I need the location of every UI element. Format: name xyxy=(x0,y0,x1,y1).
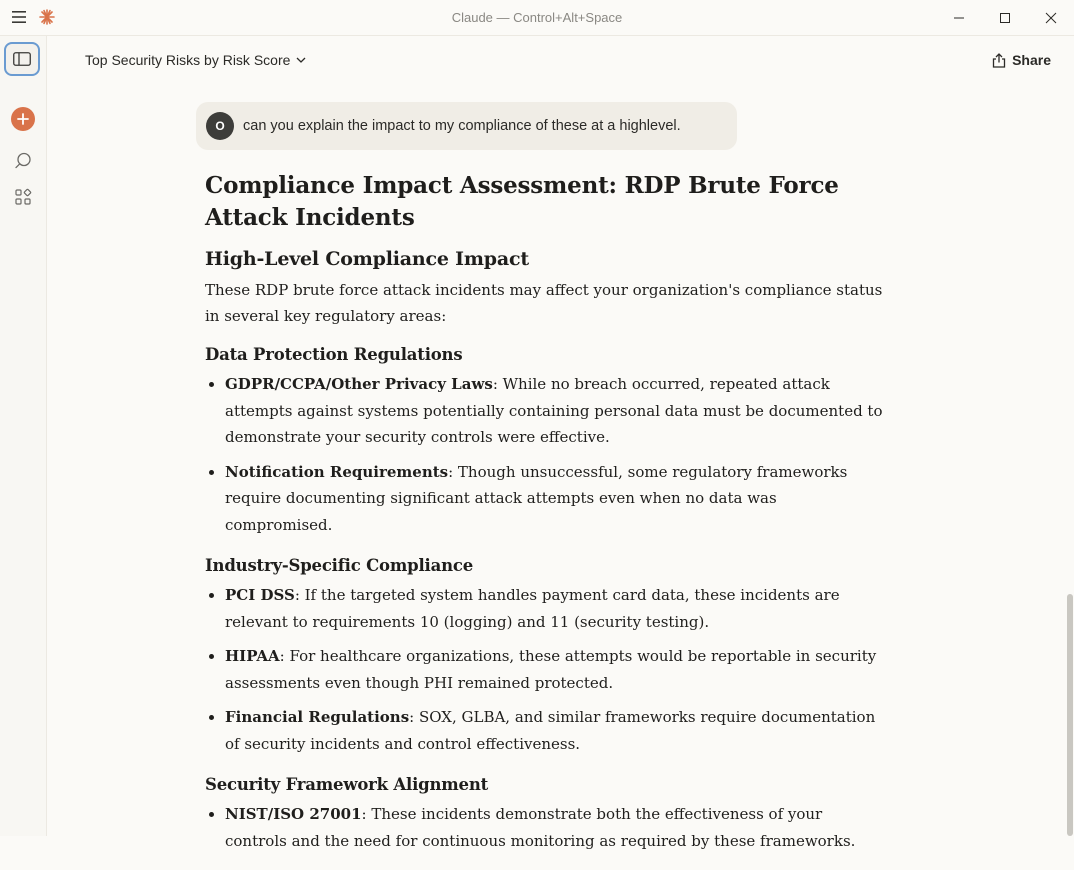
share-button[interactable] xyxy=(992,52,1051,68)
search-button[interactable] xyxy=(12,149,34,171)
claude-logo-icon xyxy=(38,8,56,26)
window-controls xyxy=(936,0,1074,36)
list-item-term: PCI DSS xyxy=(225,586,295,604)
list-item-term: HIPAA xyxy=(225,647,280,665)
response-title: Compliance Impact Assessment: RDP Brute Force Attack Incidents xyxy=(205,172,839,231)
apps-button[interactable] xyxy=(12,186,34,208)
list-item-text: : SOX, GLBA, and similar frameworks require documentation of security incidents and control effectiveness. xyxy=(225,708,876,753)
list-item-term: Financial Regulations xyxy=(225,708,410,726)
list-item-text: : For healthcare organizations, these attempts would be reportable in security assessments even though PHI remained protected. xyxy=(225,647,877,692)
title-bar xyxy=(0,0,1074,36)
bullet-list xyxy=(205,371,885,538)
user-message-bubble xyxy=(196,102,737,150)
bullet-list xyxy=(205,582,885,757)
subsection-heading: Security Framework Alignment xyxy=(205,775,489,794)
scrollbar-thumb[interactable] xyxy=(1067,594,1073,836)
hamburger-menu-icon[interactable] xyxy=(8,6,30,28)
assistant-response xyxy=(205,170,885,870)
close-icon xyxy=(1046,13,1056,23)
window-title: Claude — Control+Alt+Space xyxy=(451,10,623,25)
minimize-button[interactable] xyxy=(936,0,982,36)
sidebar-toggle-button[interactable] xyxy=(4,42,40,76)
bullet-list xyxy=(205,801,885,854)
chat-title-dropdown[interactable] xyxy=(85,52,306,68)
list-item xyxy=(225,371,885,451)
share-label: Share xyxy=(1012,52,1051,68)
list-item xyxy=(225,704,885,757)
maximize-button[interactable] xyxy=(982,0,1028,36)
maximize-icon xyxy=(1000,13,1010,23)
subsection-heading: Industry-Specific Compliance xyxy=(205,556,474,575)
list-item xyxy=(225,459,885,539)
chevron-down-icon xyxy=(296,57,306,63)
list-item-text: : Though unsuccessful, some regulatory frameworks require documenting significant attack attempts even when no data was compromised. xyxy=(225,462,848,534)
scrollbar[interactable] xyxy=(1064,36,1074,836)
list-item-text: : These incidents demonstrate both the effectiveness of your controls and the need for continuous monitoring as required by these frameworks. xyxy=(225,805,856,850)
list-item-text: : If the targeted system handles payment card data, these incidents are relevant to requirements 10 (logging) and 11 (security testing). xyxy=(225,586,840,631)
search-icon xyxy=(15,152,32,169)
list-item-term: NIST/ISO 27001 xyxy=(225,805,362,823)
chat-title-text: Top Security Risks by Risk Score xyxy=(85,52,291,68)
section-heading: High-Level Compliance Impact xyxy=(205,248,529,270)
plus-icon xyxy=(17,113,29,125)
list-item xyxy=(225,643,885,696)
intro-paragraph: These RDP brute force attack incidents may affect your organization's compliance status in several key regulatory areas: xyxy=(205,281,883,325)
avatar: O xyxy=(206,112,234,140)
sidebar-rail xyxy=(0,36,47,836)
share-icon xyxy=(992,53,1006,68)
list-item xyxy=(225,582,885,635)
user-message-text: can you explain the impact to my compliance of these at a highlevel. xyxy=(243,118,681,134)
list-item-term: Notification Requirements xyxy=(225,462,449,481)
new-chat-button[interactable] xyxy=(11,107,35,131)
list-item-term: GDPR/CCPA/Other Privacy Laws xyxy=(225,375,493,393)
list-item xyxy=(225,801,885,854)
apps-grid-icon xyxy=(15,189,31,205)
list-item-text: : While no breach occurred, repeated attack attempts against systems potentially containing personal data must be documented to demonstrate your security controls were effective. xyxy=(225,375,883,446)
minimize-icon xyxy=(954,13,964,23)
close-button[interactable] xyxy=(1028,0,1074,36)
sidebar-panel-icon xyxy=(13,52,31,66)
subsection-heading: Data Protection Regulations xyxy=(205,345,463,364)
